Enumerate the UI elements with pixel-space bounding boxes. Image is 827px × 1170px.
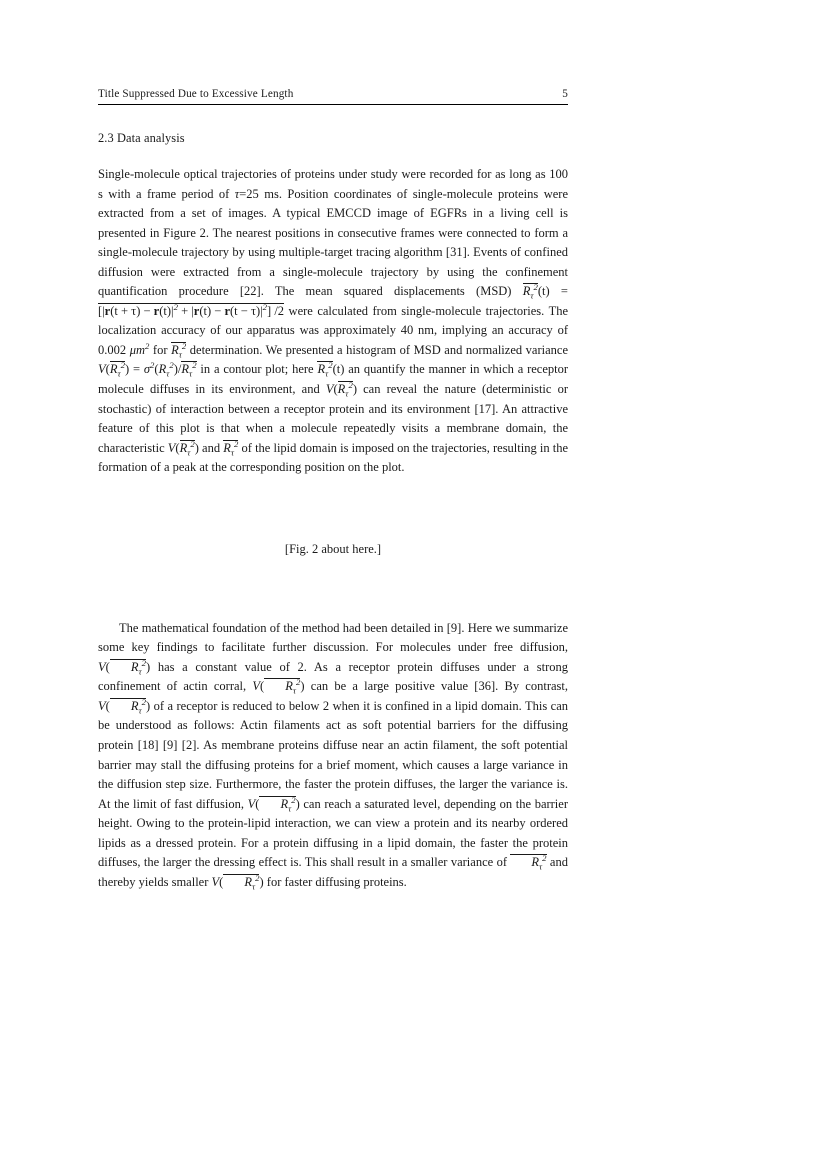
text-run: can reveal the nature (deterministic or stochastic) of interaction between a receptor protein and its environment [17]. An attractive feature of this plot is that when a molecule repeatedly visits a membrane domain, the characteristic: [98, 382, 568, 455]
page-number: 5: [562, 88, 568, 100]
math-variance-4: V( $R_\tau^2$): [252, 677, 305, 696]
text-run: and thereby yields smaller: [98, 855, 568, 889]
math-micron-squared: $\mu m^2$: [129, 340, 150, 357]
math-variance-1: $V(R_\tau^2)$: [325, 379, 357, 399]
math-variance-5: V( $R_\tau^2$): [98, 696, 151, 716]
section-heading: 2.3 Data analysis: [98, 131, 185, 145]
text-run: The mathematical foundation of the method had been detailed in [9]. Here we summarize some key findings to facilitate further discussion. For molecules under free diffusion,: [98, 620, 568, 655]
math-variance-6: V( $R_\tau^2$): [247, 794, 300, 814]
text-run: =25 ms. Position coordinates of single-molecule proteins were extracted from a set of images. A typical EMCCD image of EGFRs in a living cell is presented in Figure 2. The nearest positions in consecutive frames were connected to form a single-molecule trajectory by using multiple-target tracing algorithm [31]. Events of confined diffusion were extracted from a single-molecule trajectory by using the confinement quantification procedure [22]. The mean squared displacements (MSD): [98, 186, 568, 299]
running-title: Title Suppressed Due to Excessive Length: [98, 88, 294, 100]
text-run: of the lipid domain is imposed on the trajectories, resulting in the formation of a peak at the corresponding position on the plot.: [98, 440, 568, 475]
math-variance-definition: $V(R_\tau^2) = \sigma^2(R_\tau^2)/R_\tau^2$: [98, 360, 197, 379]
text-run: and: [198, 440, 224, 455]
text-run: were calculated from single-molecule trajectories. The localization accuracy of our apparatus was approximately 40 nm, implying an accuracy of 0.002: [98, 303, 568, 357]
math-msd-bar-3: $R_\tau^2$: [510, 855, 546, 869]
header-rule: [98, 104, 568, 105]
math-msd-definition: $R_\tau^2(t)$ =: [522, 282, 568, 301]
math-variance-2: $V(R_\tau^2)$: [167, 438, 199, 458]
math-msd-bar: $R_\tau^2$: [171, 340, 187, 360]
text-run: has a constant value of 2. As a receptor protein diffuses under a strong confinement of actin corral,: [98, 659, 568, 694]
text-run: can be a large positive value [36]. By contrast,: [304, 679, 568, 694]
paragraph-data-analysis: [98, 165, 568, 478]
spacer-below-figure-note: [98, 557, 568, 619]
figure-placeholder-note: [Fig. 2 about here.]: [284, 541, 382, 556]
spacer-above-figure-note: [98, 478, 568, 542]
text-run: for: [149, 342, 172, 357]
text-run: for faster diffusing proteins.: [263, 874, 407, 889]
text-run: determination. We presented a histogram of MSD and normalized variance: [186, 342, 569, 357]
page-content: [98, 88, 568, 892]
paragraph-mathematical-foundation: [98, 619, 568, 893]
math-msd-formula: $[|r(t + \tau) - r(t)|^2 + |r(t) - r(t - \tau)|^2]$ /2: [98, 301, 285, 318]
text-run: Single-molecule optical trajectories of proteins under study were recorded for as long as 100 s with a frame period of: [98, 167, 568, 201]
text-run: in a contour plot; here: [196, 362, 318, 377]
math-msd-bar-2: $R_\tau^2$: [223, 438, 239, 458]
math-msd-of-t: $R_\tau^2(t)$: [317, 360, 345, 379]
math-tau: τ: [234, 186, 240, 201]
text-run: an quantify the manner in which a receptor molecule diffuses in its environment, and: [98, 362, 569, 397]
math-variance-3: V( $R_\tau^2$): [98, 657, 151, 677]
text-run: can reach a saturated level, depending on the barrier height. Owing to the protein-lipid interaction, we can view a protein and its nearby ordered lipids as a dressed protein. For a protein diffusing in a lipid domain, the faster the protein diffuses, the larger the dressing effect is. This shall result in a smaller variance of: [98, 796, 568, 870]
running-header: [98, 88, 568, 104]
math-variance-7: V( $R_\tau^2$): [211, 872, 264, 892]
text-run: of a receptor is reduced to below 2 when it is confined in a lipid domain. This can be understood as follows: Actin filaments act as soft potential barriers for the diffusing protein [18] [9] [2]. As membrane proteins diffuse near an actin filament, the soft potential barrier may stall the diffusing proteins for a brief moment, which causes a large variance in the diffusion step size. Furthermore, the faster the protein diffuses, the larger the variance is. At the limit of fast diffusion,: [98, 698, 568, 811]
